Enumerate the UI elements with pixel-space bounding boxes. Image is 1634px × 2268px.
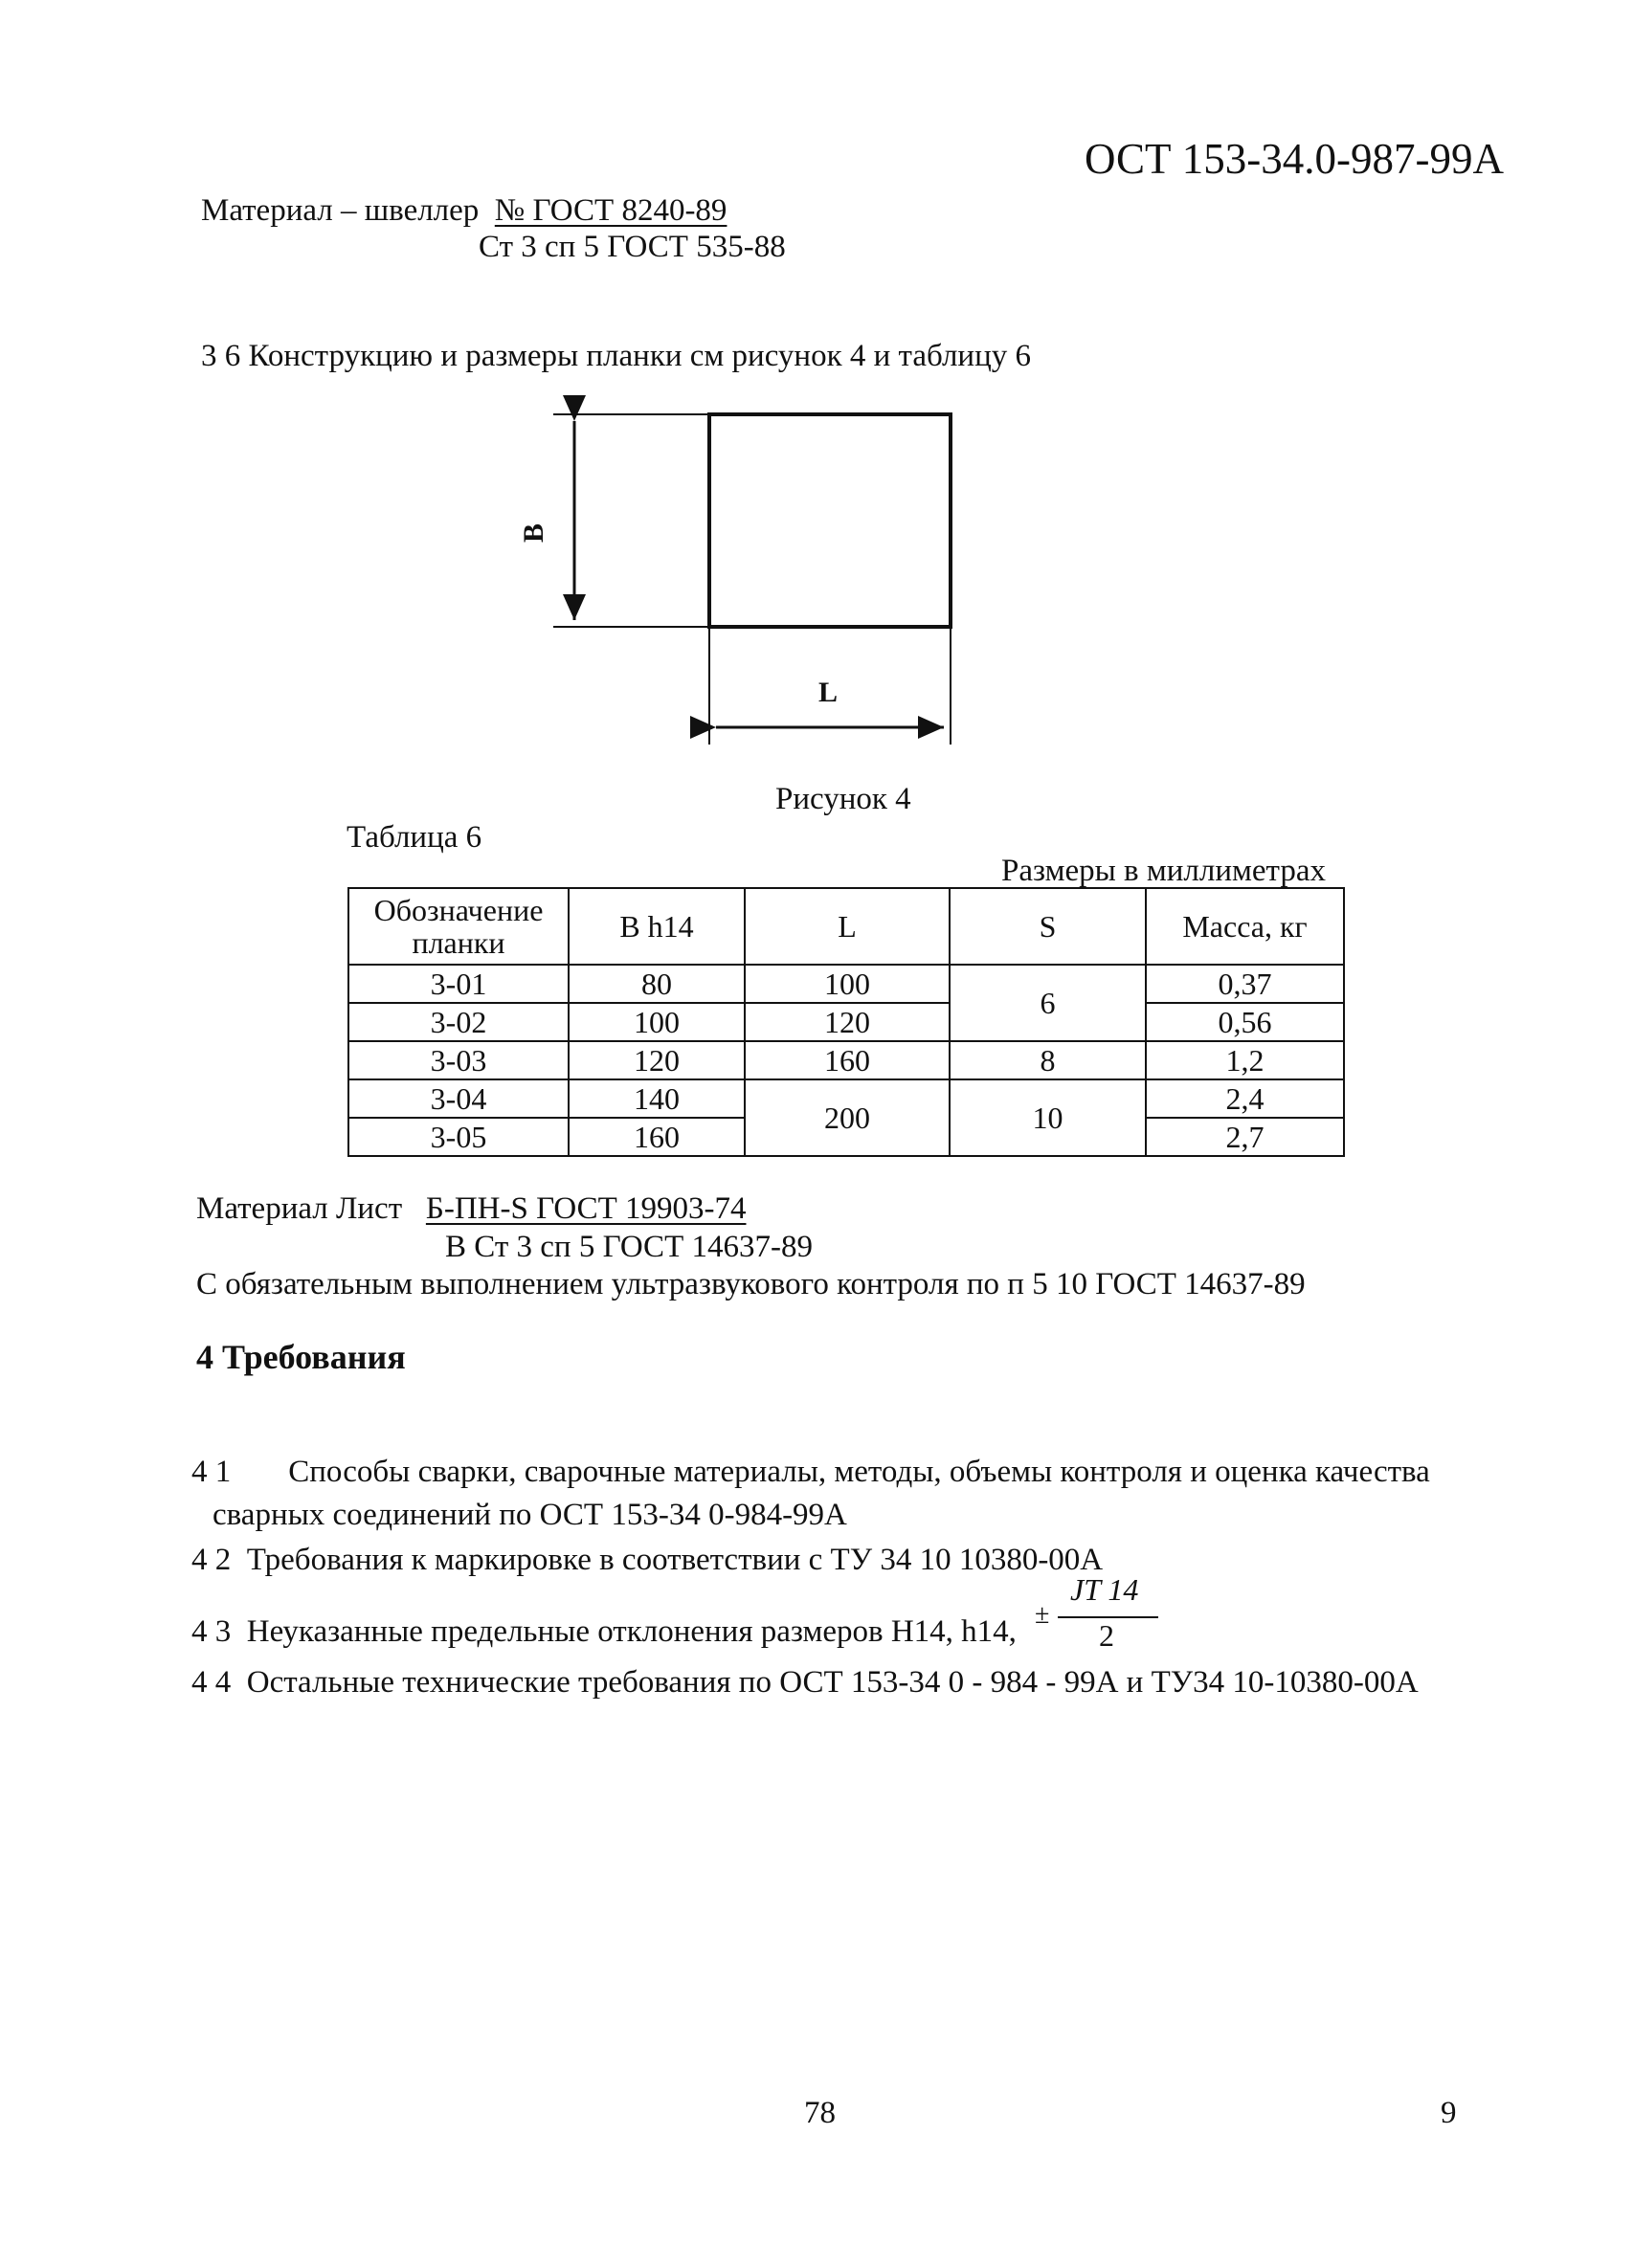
cell-s: 8 [950, 1041, 1146, 1079]
table-header-row [348, 888, 1344, 965]
document-code: ОСТ 153-34.0-987-99А [1085, 135, 1505, 183]
cell-mass: 0,56 [1146, 1003, 1344, 1041]
header-mass: Масса, кг [1146, 888, 1344, 965]
item-4-2 [191, 1541, 1103, 1579]
cell-l: 200 [745, 1079, 950, 1156]
header-l: L [745, 888, 950, 965]
header-s: S [950, 888, 1146, 965]
figure-4-drawing [0, 0, 1634, 785]
cell-designation: 3-01 [348, 965, 569, 1003]
table-row [348, 965, 1344, 1003]
cell-s: 6 [950, 965, 1146, 1041]
cell-b: 120 [569, 1041, 745, 1079]
table-6 [347, 887, 1345, 1157]
cell-mass: 0,37 [1146, 965, 1344, 1003]
fraction-denominator: 2 [1099, 1618, 1114, 1653]
footer-center-number: 78 [804, 2096, 836, 2130]
material-sheet-line [196, 1190, 746, 1228]
cell-b: 140 [569, 1079, 745, 1118]
item-4-2-number: 4 2 [191, 1543, 232, 1577]
header-designation: Обозначение планки [348, 888, 569, 965]
item-4-1-number: 4 1 [191, 1455, 232, 1489]
cell-b: 80 [569, 965, 745, 1003]
material-standard: № ГОСТ 8240-89 [494, 193, 727, 228]
cell-designation: 3-03 [348, 1041, 569, 1079]
cell-designation: 3-02 [348, 1003, 569, 1041]
item-4-1 [191, 1453, 1430, 1491]
cell-b: 100 [569, 1003, 745, 1041]
cell-designation: 3-04 [348, 1079, 569, 1118]
cell-mass: 2,7 [1146, 1118, 1344, 1156]
cell-designation: 3-05 [348, 1118, 569, 1156]
item-4-2-text: Требования к маркировке в соответствии с ТУ 34 10 10380-00А [246, 1543, 1104, 1577]
table-title: Таблица 6 [347, 820, 482, 855]
plate-rectangle [709, 414, 951, 627]
table-units: Размеры в миллиметрах [1001, 854, 1326, 888]
item-4-1-continuation: сварных соединений по ОСТ 153-34 0-984-99А [213, 1498, 847, 1532]
b-dimension-label: B [518, 523, 550, 544]
material-sheet-note: С обязательным выполнением ультразвукового контроля по п 5 10 ГОСТ 14637-89 [196, 1267, 1306, 1301]
material-sheet-steel: В Ст 3 сп 5 ГОСТ 14637-89 [445, 1230, 813, 1264]
item-4-3-text: Неуказанные предельные отклонения размеров Н14, h14, [246, 1614, 1017, 1649]
section-title: 4 Требования [196, 1338, 406, 1376]
l-dimension-label: L [818, 677, 839, 708]
item-4-3 [191, 1612, 1017, 1651]
page-number: 9 [1441, 2096, 1457, 2130]
item-4-1-text: Способы сварки, сварочные материалы, методы, объемы контроля и оценка качества [288, 1455, 1430, 1489]
figure-caption: Рисунок 4 [775, 782, 911, 816]
cell-mass: 1,2 [1146, 1041, 1344, 1079]
cell-l: 160 [745, 1041, 950, 1079]
material-sheet-standard: Б-ПН-S ГОСТ 19903-74 [425, 1191, 747, 1226]
table-row [348, 1041, 1344, 1079]
material-sheet-prefix: Материал Лист [196, 1191, 403, 1226]
material-steel-line: Ст 3 сп 5 ГОСТ 535-88 [479, 230, 786, 264]
plus-minus-sign: ± [1035, 1600, 1050, 1630]
table-row [348, 1003, 1344, 1041]
clause-3-6: 3 6 Конструкцию и размеры планки см рисунок 4 и таблицу 6 [201, 339, 1032, 373]
item-4-4-number: 4 4 [191, 1665, 232, 1700]
cell-b: 160 [569, 1118, 745, 1156]
item-4-4 [191, 1663, 1419, 1701]
cell-mass: 2,4 [1146, 1079, 1344, 1118]
cell-s: 10 [950, 1079, 1146, 1156]
header-b: B h14 [569, 888, 745, 965]
cell-l: 100 [745, 965, 950, 1003]
table-row [348, 1079, 1344, 1118]
material-prefix: Материал – швеллер [201, 193, 480, 228]
item-4-4-text: Остальные технические требования по ОСТ 153-34 0 - 984 - 99А и ТУ34 10-10380-00А [246, 1665, 1419, 1700]
fraction-numerator: JT 14 [1070, 1572, 1139, 1607]
item-4-3-number: 4 3 [191, 1614, 232, 1649]
cell-l: 120 [745, 1003, 950, 1041]
